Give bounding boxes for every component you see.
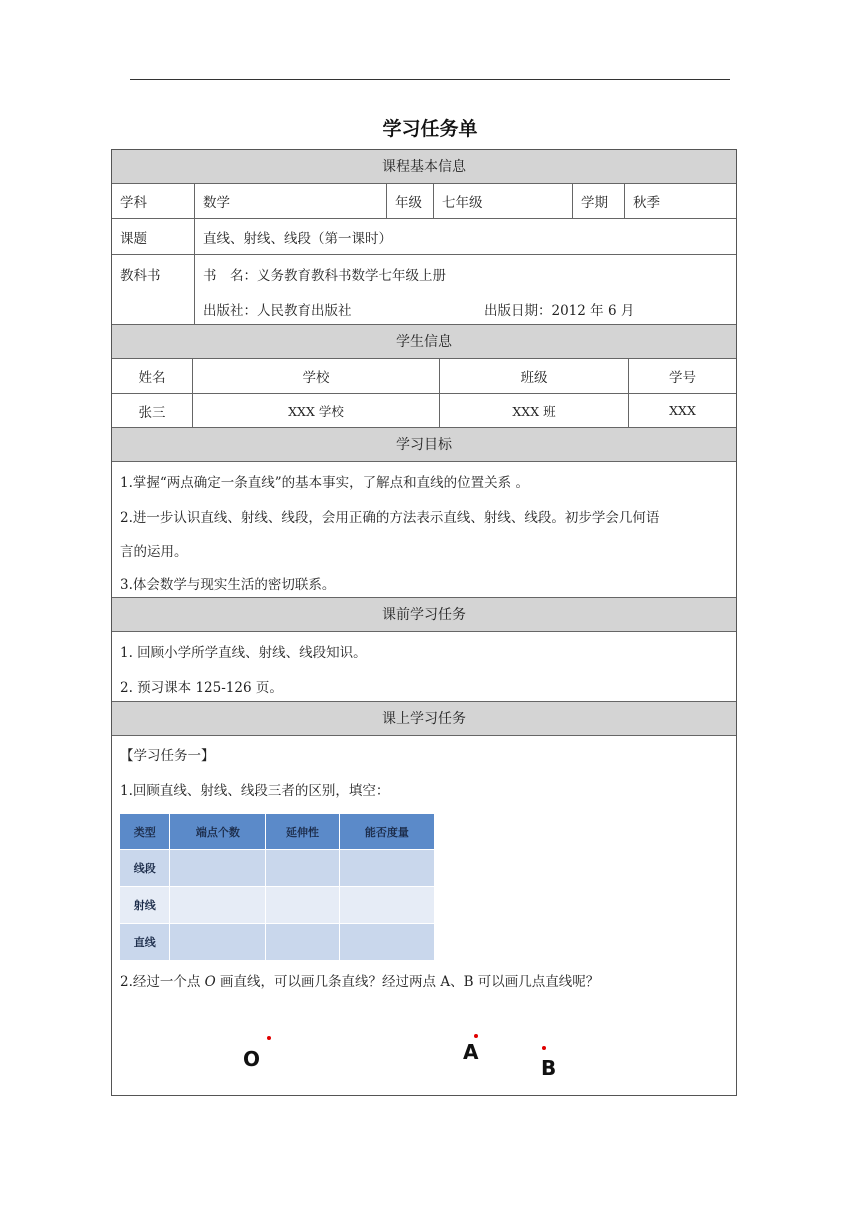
point-b-dot (542, 1046, 546, 1050)
student-value-row (112, 394, 736, 428)
goal-item-continued: 言的运用。 (120, 544, 188, 560)
preclass-item: 2. 预习课本 125-126 页。 (120, 680, 283, 696)
subject-label: 学科 (112, 184, 195, 218)
goal-item: 1.掌握“两点确定一条直线”的基本事实，了解点和直线的位置关系 。 (120, 475, 529, 491)
textbook-detail (195, 255, 736, 324)
basic-row-subject (112, 184, 736, 219)
task-sheet-table (111, 149, 737, 1096)
blank-cell (170, 850, 266, 887)
student-col-class: 班级 (440, 359, 629, 393)
term-label: 学期 (573, 184, 625, 218)
point-a-label: A (463, 1040, 479, 1064)
topic-label: 课题 (112, 219, 195, 254)
section-header-inclass: 课上学习任务 (112, 702, 736, 736)
blank-cell (339, 850, 434, 887)
student-col-name: 姓名 (112, 359, 193, 393)
section-header-student: 学生信息 (112, 325, 736, 359)
task-heading: 【学习任务一】 (120, 748, 215, 764)
term-value: 秋季 (633, 195, 660, 211)
book-name: 书 名：义务教育教科书数学七年级上册 (203, 268, 446, 284)
page-title: 学习任务单 (382, 118, 478, 140)
question-1: 1.回顾直线、射线、线段三者的区别，填空： (120, 783, 390, 799)
point-o-label: O (243, 1047, 261, 1071)
question-2-text-a: 2.经过一个点 (120, 974, 205, 990)
section-header-basic: 课程基本信息 (112, 150, 736, 184)
row-label: 线段 (120, 850, 170, 887)
blank-cell (339, 887, 434, 924)
point-o-dot (267, 1036, 271, 1040)
student-class: XXX 班 (440, 394, 629, 427)
blank-cell (266, 850, 339, 887)
blank-cell (170, 887, 266, 924)
goal-item: 3.体会数学与现实生活的密切联系。 (120, 577, 336, 593)
point-o-italic: O (204, 974, 216, 990)
table-row (120, 924, 434, 961)
textbook-label: 教科书 (112, 255, 195, 324)
topic-value: 直线、射线、线段（第一课时） (203, 230, 392, 247)
blank-cell (266, 924, 339, 961)
point-b-label: B (541, 1056, 557, 1080)
goal-item: 2.进一步认识直线、射线、线段，会用正确的方法表示直线、射线、线段。初步学会几何语 (120, 510, 660, 526)
basic-row-topic (112, 219, 736, 255)
section-header-goals: 学习目标 (112, 428, 736, 462)
student-name: 张三 (112, 394, 193, 427)
section-header-preclass: 课前学习任务 (112, 598, 736, 632)
table-header-cell: 类型 (120, 814, 170, 850)
grade-label: 年级 (387, 184, 434, 218)
student-id: XXX (669, 403, 696, 418)
header-rule (130, 79, 730, 80)
basic-row-textbook (112, 255, 736, 325)
question-2 (120, 970, 599, 990)
table-row (120, 887, 434, 924)
blank-cell (170, 924, 266, 961)
table-header-cell: 能否度量 (339, 814, 434, 850)
student-col-id: 学号 (669, 370, 696, 386)
subject-value: 数学 (195, 184, 387, 218)
student-col-school: 学校 (193, 359, 440, 393)
grade-value: 七年级 (434, 184, 573, 218)
student-header-row (112, 359, 736, 394)
goals-body (112, 462, 736, 598)
table-row (120, 850, 434, 887)
table-header-cell: 延伸性 (266, 814, 339, 850)
row-label: 射线 (120, 887, 170, 924)
student-school: XXX 学校 (193, 394, 440, 427)
preclass-item: 1. 回顾小学所学直线、射线、线段知识。 (120, 645, 367, 661)
row-label: 直线 (120, 924, 170, 961)
preclass-body (112, 632, 736, 702)
publish-date: 出版日期：2012 年 6 月 (484, 303, 635, 319)
question-2-text-b: 画直线，可以画几条直线？经过两点 A、B 可以画几点直线呢？ (215, 974, 600, 990)
blank-cell (266, 887, 339, 924)
blank-cell (339, 924, 434, 961)
comparison-table (120, 814, 434, 960)
publisher: 出版社：人民教育出版社 (203, 303, 352, 319)
table-header-cell: 端点个数 (170, 814, 266, 850)
point-a-dot (474, 1034, 478, 1038)
